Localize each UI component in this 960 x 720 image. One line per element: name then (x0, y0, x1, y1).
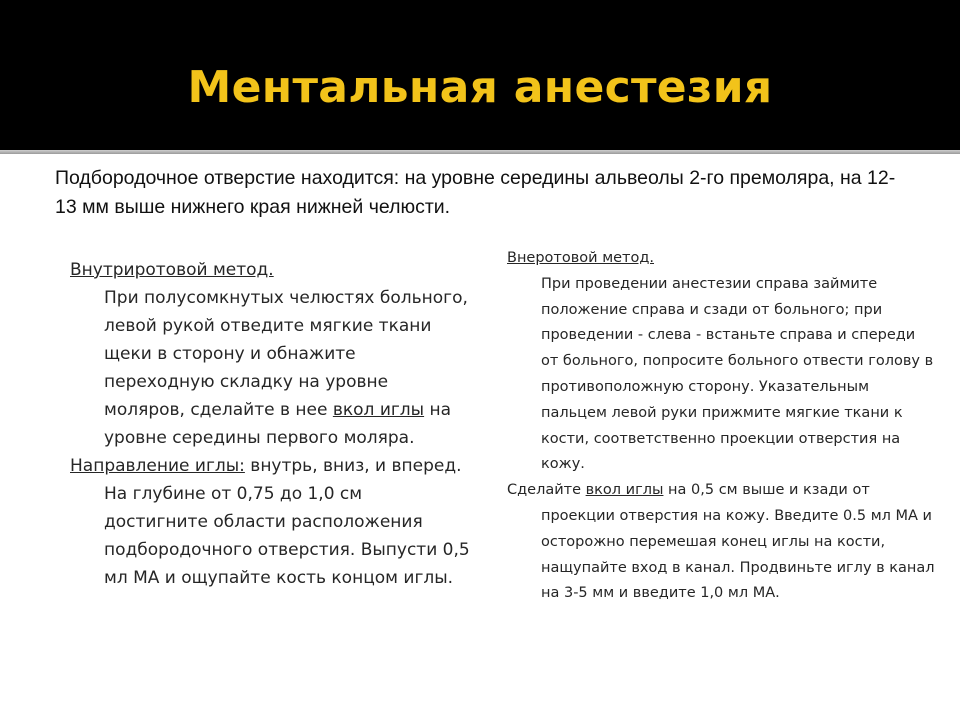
intro-text: Подбородочное отверстие находится: на уровне середины альвеолы 2-го премоляра, на 12-13 мм выше нижнего края нижней челюсти. (55, 167, 896, 218)
extraoral-body: При проведении анестезии справа займите положение справа и сзади от больного; при проведении - слева - встаньте справа и спереди от больного, попросите больного отвести голову в противоположную сторону. Указательным пальцем левой руки прижмите мягкие ткани к кости, соответственно проекции отверстия на кожу. (541, 275, 934, 473)
intraoral-text-1: При полусомкнутых челюстях больного, левой рукой отведите мягкие ткани щеки в сторону и обнажите переходную складку на уровне моляров, сделайте в нее (104, 288, 468, 420)
title-bar (0, 0, 960, 150)
intraoral-injection-term: вкол иглы (332, 400, 425, 420)
needle-direction-heading: Направление иглы: (70, 456, 245, 476)
intraoral-heading-label: Внутриротовой метод. (70, 260, 274, 280)
extraoral-injection-paragraph (507, 478, 937, 607)
extraoral-text-2b: на 0,5 см выше и кзади от проекции отверстия на кожу. Введите 0.5 мл МА и осторожно перемешая конец иглы на кости, нащупайте вход в канал. Продвиньте иглу в канал на 3-5 мм и введите 1,0 мл МА. (541, 482, 935, 602)
needle-direction-paragraph (70, 452, 470, 592)
title-divider (0, 150, 960, 154)
slide-title: Ментальная анестезия (187, 62, 773, 113)
extraoral-heading-label: Внеротовой метод. (507, 250, 655, 266)
extraoral-heading (507, 246, 937, 272)
needle-direction-text: внутрь, вниз, и вперед. На глубине от 0,75 до 1,0 см достигните области расположения подбородочного отверстия. Выпусти 0,5 мл МА и ощупайте кость концом иглы. (104, 456, 470, 588)
extraoral-text-2a: Сделайте (507, 482, 586, 499)
intraoral-body (70, 284, 470, 452)
intraoral-heading (70, 256, 470, 284)
extraoral-method-section (507, 246, 937, 607)
extraoral-injection-term: вкол иглы (585, 482, 664, 499)
intraoral-method-section (70, 256, 470, 592)
intraoral-text-2: на уровне середины первого моляра. (104, 400, 452, 448)
